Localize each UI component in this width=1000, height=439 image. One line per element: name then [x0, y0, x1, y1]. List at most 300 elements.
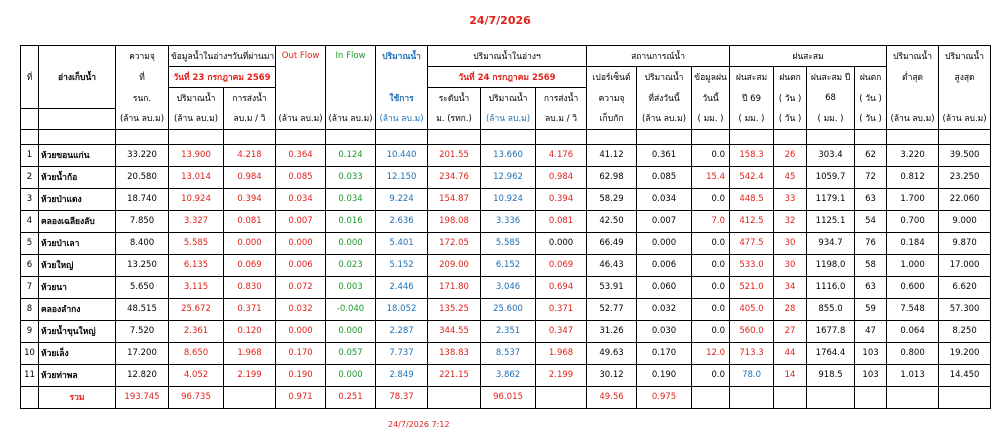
table-cell: 0.072	[276, 276, 326, 298]
table-cell: 10.924	[169, 188, 224, 210]
table-cell: 103	[855, 342, 887, 364]
table-cell: 14	[774, 364, 807, 386]
table-cell: 48.515	[116, 298, 169, 320]
report-date-top: 24/7/2026	[469, 14, 531, 27]
table-cell: 0.0	[692, 276, 730, 298]
table-cell: 1.013	[887, 364, 939, 386]
header-level-unit: ม. (รทก.)	[428, 108, 481, 129]
table-row	[21, 188, 991, 210]
header-prev-group: ข้อมูลน้ำในอ่างฯวันที่ผ่านมา	[169, 46, 276, 67]
table-cell: 7.520	[116, 320, 169, 342]
table-cell: 10.924	[481, 188, 536, 210]
table-cell: 1677.8	[807, 320, 855, 342]
table-cell: 1764.4	[807, 342, 855, 364]
header-inflow: In Flow	[326, 46, 376, 67]
table-row	[21, 254, 991, 276]
total-usable: 78.37	[376, 386, 428, 408]
table-cell: 0.0	[692, 298, 730, 320]
table-cell: 0.069	[536, 254, 587, 276]
table-cell: 3.046	[481, 276, 536, 298]
table-cell: 0.830	[224, 276, 276, 298]
table-cell: 8.537	[481, 342, 536, 364]
table-cell: 0.085	[276, 166, 326, 188]
table-cell: 30	[774, 232, 807, 254]
table-cell: 0.394	[224, 188, 276, 210]
table-cell: 76	[855, 232, 887, 254]
table-cell: 0.170	[276, 342, 326, 364]
header-current-group: ปริมาณน้ำในอ่างฯ	[428, 46, 587, 67]
table-cell: 0.007	[637, 210, 692, 232]
table-cell: 9.870	[939, 232, 991, 254]
table-cell: 0.000	[637, 232, 692, 254]
table-cell: 4.218	[224, 144, 276, 166]
header-min-2: ต่ำสุด	[887, 67, 939, 88]
table-cell: 12.820	[116, 364, 169, 386]
table-cell: 1.968	[536, 342, 587, 364]
table-cell: คลองเฉลียงลับ	[39, 210, 116, 232]
header-capacity-1: ความจุ	[116, 46, 169, 67]
table-cell: 0.000	[224, 232, 276, 254]
table-row	[21, 166, 991, 188]
table-cell: 59	[855, 298, 887, 320]
table-cell: 20.580	[116, 166, 169, 188]
header-rain68-1: ฝนสะสม ปี	[807, 67, 855, 88]
total-row	[21, 386, 991, 408]
header-rain-today-2: วันนี้	[692, 88, 730, 109]
table-cell: 0.812	[887, 166, 939, 188]
table-cell: 2.446	[376, 276, 428, 298]
table-cell: 6.135	[169, 254, 224, 276]
header-raindays68-unit: ( วัน )	[855, 108, 887, 129]
header-capacity-2: ที่	[116, 67, 169, 88]
table-cell: 3	[21, 188, 39, 210]
table-cell: 9	[21, 320, 39, 342]
table-cell: ห้วยเล็ง	[39, 342, 116, 364]
table-cell: 22.060	[939, 188, 991, 210]
header-prev-volume-1: ปริมาณน้ำ	[169, 88, 224, 109]
table-cell: 47	[855, 320, 887, 342]
table-cell: 0.081	[536, 210, 587, 232]
header-raindays68-2: ( วัน )	[855, 88, 887, 109]
table-cell: 0.006	[276, 254, 326, 276]
table-cell: 4.052	[169, 364, 224, 386]
table-cell: 0.000	[536, 232, 587, 254]
header-outflow-unit: (ล้าน ลบ.ม)	[276, 108, 326, 129]
total-outflow: 0.971	[276, 386, 326, 408]
table-cell: 0.170	[637, 342, 692, 364]
table-cell: 477.5	[730, 232, 774, 254]
header-status-group: สถานการณ์น้ำ	[587, 46, 730, 67]
header-cur-volume-unit: (ล้าน ลบ.ม)	[481, 108, 536, 129]
table-cell: 44	[774, 342, 807, 364]
table-cell: 0.0	[692, 320, 730, 342]
header-cur-volume-1: ปริมาณน้ำ	[481, 88, 536, 109]
table-cell: 344.55	[428, 320, 481, 342]
table-cell: 5.650	[116, 276, 169, 298]
table-cell: 8.400	[116, 232, 169, 254]
table-cell: 28	[774, 298, 807, 320]
header-prev-release-unit: ลบ.ม / วิ	[224, 108, 276, 129]
table-cell: 42.50	[587, 210, 637, 232]
table-cell: 0.0	[692, 254, 730, 276]
table-cell: 5	[21, 232, 39, 254]
table-cell: 12.962	[481, 166, 536, 188]
table-cell: 171.80	[428, 276, 481, 298]
table-row	[21, 364, 991, 386]
table-cell: 0.069	[224, 254, 276, 276]
table-cell: 8.650	[169, 342, 224, 364]
table-cell: 45	[774, 166, 807, 188]
table-cell: 26	[774, 144, 807, 166]
spacer-row	[21, 129, 991, 144]
table-cell: 0.034	[326, 188, 376, 210]
table-cell: 0.190	[637, 364, 692, 386]
table-cell: ห้วยท่าพล	[39, 364, 116, 386]
header-cur-release-unit: ลบ.ม / วิ	[536, 108, 587, 129]
header-rain68-2: 68	[807, 88, 855, 109]
table-cell: 1179.1	[807, 188, 855, 210]
table-cell: 33	[774, 188, 807, 210]
table-cell: 412.5	[730, 210, 774, 232]
total-percent: 49.56	[587, 386, 637, 408]
table-cell: 33.220	[116, 144, 169, 166]
table-cell: ห้วยนา	[39, 276, 116, 298]
table-cell: 25.672	[169, 298, 224, 320]
table-cell: 10	[21, 342, 39, 364]
table-cell: 5.401	[376, 232, 428, 254]
header-rain68-unit: ( มม. )	[807, 108, 855, 129]
table-cell: 0.003	[326, 276, 376, 298]
table-cell: 138.83	[428, 342, 481, 364]
table-cell: 7.850	[116, 210, 169, 232]
header-rain69-1: ฝนสะสม	[730, 67, 774, 88]
table-cell: 855.0	[807, 298, 855, 320]
table-cell: 0.694	[536, 276, 587, 298]
table-cell: 39.500	[939, 144, 991, 166]
table-cell: 2.849	[376, 364, 428, 386]
table-cell: 62.98	[587, 166, 637, 188]
table-cell: 6.152	[481, 254, 536, 276]
table-cell: 9.000	[939, 210, 991, 232]
table-cell: 172.05	[428, 232, 481, 254]
table-cell: 12.0	[692, 342, 730, 364]
table-cell: 32	[774, 210, 807, 232]
header-capacity-unit: (ล้าน ลบ.ม)	[116, 108, 169, 129]
table-cell: 31.26	[587, 320, 637, 342]
table-cell: 14.450	[939, 364, 991, 386]
table-cell: 13.900	[169, 144, 224, 166]
header-level-1: ระดับน้ำ	[428, 88, 481, 109]
table-cell: 0.064	[887, 320, 939, 342]
table-cell: 0.032	[637, 298, 692, 320]
header-outflow: Out Flow	[276, 46, 326, 67]
header-capacity-3: รนก.	[116, 88, 169, 109]
table-cell: 8.250	[939, 320, 991, 342]
table-cell: 0.361	[637, 144, 692, 166]
table-cell: 0.371	[536, 298, 587, 320]
table-cell: 713.3	[730, 342, 774, 364]
table-cell: 7	[21, 276, 39, 298]
header-delivered-unit: (ล้าน ลบ.ม)	[637, 108, 692, 129]
table-cell: 0.085	[637, 166, 692, 188]
table-cell: 0.0	[692, 144, 730, 166]
table-cell: 11	[21, 364, 39, 386]
table-cell: 0.184	[887, 232, 939, 254]
table-cell: 198.08	[428, 210, 481, 232]
table-cell: 58	[855, 254, 887, 276]
total-delivered: 0.975	[637, 386, 692, 408]
table-cell: 10.440	[376, 144, 428, 166]
header-usable-2: ใช้การ	[376, 88, 428, 109]
table-cell: 5.152	[376, 254, 428, 276]
header-percent-1: เปอร์เซ็นต์	[587, 67, 637, 88]
table-cell: 542.4	[730, 166, 774, 188]
table-cell: 46.43	[587, 254, 637, 276]
table-cell: ห้วยน้ำขุนใหญ่	[39, 320, 116, 342]
table-cell: 3.115	[169, 276, 224, 298]
table-cell: 0.000	[326, 232, 376, 254]
table-cell: 0.0	[692, 364, 730, 386]
table-cell: 63	[855, 188, 887, 210]
header-usable-1: ปริมาณน้ำ	[376, 46, 428, 67]
table-cell: 405.0	[730, 298, 774, 320]
table-cell: 0.033	[326, 166, 376, 188]
table-cell: 135.25	[428, 298, 481, 320]
table-cell: 1.000	[887, 254, 939, 276]
table-cell: 3.327	[169, 210, 224, 232]
table-cell: 0.000	[326, 320, 376, 342]
table-cell: 0.984	[536, 166, 587, 188]
table-cell: 62	[855, 144, 887, 166]
table-cell: 158.3	[730, 144, 774, 166]
table-cell: 1116.0	[807, 276, 855, 298]
header-delivered-1: ปริมาณน้ำ	[637, 67, 692, 88]
table-cell: 30.12	[587, 364, 637, 386]
header-delivered-2: ที่ส่งวันนี้	[637, 88, 692, 109]
table-cell: 52.77	[587, 298, 637, 320]
table-row	[21, 320, 991, 342]
total-capacity: 193.745	[116, 386, 169, 408]
header-rain-today-unit: ( มม. )	[692, 108, 730, 129]
table-cell: 0.984	[224, 166, 276, 188]
table-row	[21, 144, 991, 166]
table-cell: 0.057	[326, 342, 376, 364]
table-row	[21, 298, 991, 320]
table-cell: 41.12	[587, 144, 637, 166]
total-inflow: 0.251	[326, 386, 376, 408]
table-cell: ห้วยป่าแดง	[39, 188, 116, 210]
table-row	[21, 232, 991, 254]
header-max-2: สูงสุด	[939, 67, 991, 88]
table-cell: 221.15	[428, 364, 481, 386]
table-cell: 2.636	[376, 210, 428, 232]
table-cell: 0.007	[276, 210, 326, 232]
table-cell: 1198.0	[807, 254, 855, 276]
table-cell: 57.300	[939, 298, 991, 320]
table-cell: 27	[774, 320, 807, 342]
total-label: รวม	[39, 386, 116, 408]
table-cell: 15.4	[692, 166, 730, 188]
table-cell: 1059.7	[807, 166, 855, 188]
table-cell: 9.224	[376, 188, 428, 210]
table-cell: 0.124	[326, 144, 376, 166]
header-min-1: ปริมาณน้ำ	[887, 46, 939, 67]
reservoir-table	[20, 45, 991, 409]
table-cell: 0.0	[692, 232, 730, 254]
table-cell: 0.081	[224, 210, 276, 232]
table-cell: 0.800	[887, 342, 939, 364]
table-cell: 2	[21, 166, 39, 188]
table-cell: 34	[774, 276, 807, 298]
table-cell: 5.585	[169, 232, 224, 254]
table-cell: 53.91	[587, 276, 637, 298]
table-cell: 63	[855, 276, 887, 298]
table-cell: 533.0	[730, 254, 774, 276]
table-cell: คลองลำกง	[39, 298, 116, 320]
table-cell: 0.034	[276, 188, 326, 210]
table-cell: 3.220	[887, 144, 939, 166]
table-cell: 18.740	[116, 188, 169, 210]
table-row	[21, 210, 991, 232]
table-cell: 0.600	[887, 276, 939, 298]
header-max-1: ปริมาณน้ำ	[939, 46, 991, 67]
table-cell: 0.0	[692, 188, 730, 210]
table-cell: 0.034	[637, 188, 692, 210]
table-cell: 521.0	[730, 276, 774, 298]
table-cell: ห้วยป่าเลา	[39, 232, 116, 254]
header-max-unit: (ล้าน ลบ.ม)	[939, 108, 991, 129]
table-cell: 0.006	[637, 254, 692, 276]
table-cell: 13.660	[481, 144, 536, 166]
header-rain-group: ฝนสะสม	[730, 46, 887, 67]
header-percent-2: ความจุ	[587, 88, 637, 109]
total-current-volume: 96.015	[481, 386, 536, 408]
header-current-date: วันที่ 24 กรกฎาคม 2569	[428, 67, 587, 88]
header-rain69-unit: ( มม. )	[730, 108, 774, 129]
table-cell: 0.023	[326, 254, 376, 276]
table-cell: 209.00	[428, 254, 481, 276]
table-cell: 0.000	[326, 364, 376, 386]
table-cell: 17.200	[116, 342, 169, 364]
table-cell: ห้วยขอนแก่น	[39, 144, 116, 166]
table-cell: 234.76	[428, 166, 481, 188]
header-raindays69-1: ฝนตก	[774, 67, 807, 88]
table-cell: 2.287	[376, 320, 428, 342]
table-cell: 0.371	[224, 298, 276, 320]
header-prev-release-1: การส่งน้ำ	[224, 88, 276, 109]
table-cell: 78.0	[730, 364, 774, 386]
table-cell: 201.55	[428, 144, 481, 166]
header-prev-date: วันที่ 23 กรกฎาคม 2569	[169, 67, 276, 88]
table-cell: 2.361	[169, 320, 224, 342]
table-cell: 0.190	[276, 364, 326, 386]
table-cell: 0.030	[637, 320, 692, 342]
table-cell: 1.968	[224, 342, 276, 364]
header-min-unit: (ล้าน ลบ.ม)	[887, 108, 939, 129]
header-inflow-unit: (ล้าน ลบ.ม)	[326, 108, 376, 129]
table-cell: 934.7	[807, 232, 855, 254]
table-cell: 0.394	[536, 188, 587, 210]
table-cell: 58.29	[587, 188, 637, 210]
table-cell: 918.5	[807, 364, 855, 386]
table-cell: 17.000	[939, 254, 991, 276]
table-cell: 7.548	[887, 298, 939, 320]
table-cell: 12.150	[376, 166, 428, 188]
table-cell: 3.862	[481, 364, 536, 386]
table-cell: 560.0	[730, 320, 774, 342]
header-usable-unit: (ล้าน ลบ.ม)	[376, 108, 428, 129]
header-raindays69-2: ( วัน )	[774, 88, 807, 109]
table-cell: 5.585	[481, 232, 536, 254]
report-datetime-bottom: 24/7/2026 7:12	[388, 420, 450, 429]
header-raindays69-unit: ( วัน )	[774, 108, 807, 129]
header-rain69-2: ปี 69	[730, 88, 774, 109]
table-cell: 49.63	[587, 342, 637, 364]
table-cell: 4.176	[536, 144, 587, 166]
table-cell: ห้วยใหญ่	[39, 254, 116, 276]
table-cell: 0.060	[637, 276, 692, 298]
table-cell: ห้วยน้ำก้อ	[39, 166, 116, 188]
table-cell: 7.737	[376, 342, 428, 364]
table-cell: 448.5	[730, 188, 774, 210]
table-cell: 13.250	[116, 254, 169, 276]
table-cell: 19.200	[939, 342, 991, 364]
table-cell: 2.199	[224, 364, 276, 386]
header-cur-release-1: การส่งน้ำ	[536, 88, 587, 109]
header-reservoir: อ่างเก็บน้ำ	[39, 46, 116, 109]
table-cell: 13.014	[169, 166, 224, 188]
header-percent-3: เก็บกัก	[587, 108, 637, 129]
table-cell: 8	[21, 298, 39, 320]
table-cell: 66.49	[587, 232, 637, 254]
table-cell: 4	[21, 210, 39, 232]
table-cell: -0.040	[326, 298, 376, 320]
header-rain-today-1: ข้อมูลฝน	[692, 67, 730, 88]
table-cell: 18.052	[376, 298, 428, 320]
table-row	[21, 276, 991, 298]
table-cell: 303.4	[807, 144, 855, 166]
table-cell: 0.364	[276, 144, 326, 166]
table-cell: 2.351	[481, 320, 536, 342]
table-cell: 0.016	[326, 210, 376, 232]
table-cell: 2.199	[536, 364, 587, 386]
table-cell: 1.700	[887, 188, 939, 210]
table-cell: 0.347	[536, 320, 587, 342]
table-cell: 154.87	[428, 188, 481, 210]
header-no: ที่	[21, 46, 39, 109]
table-cell: 0.000	[276, 320, 326, 342]
header-raindays68-1: ฝนตก	[855, 67, 887, 88]
table-cell: 103	[855, 364, 887, 386]
table-cell: 72	[855, 166, 887, 188]
table-cell: 23.250	[939, 166, 991, 188]
table-cell: 1	[21, 144, 39, 166]
table-cell: 30	[774, 254, 807, 276]
total-prev-volume: 96.735	[169, 386, 224, 408]
table-cell: 7.0	[692, 210, 730, 232]
table-cell: 0.120	[224, 320, 276, 342]
table-cell: 0.032	[276, 298, 326, 320]
header-prev-volume-unit: (ล้าน ลบ.ม)	[169, 108, 224, 129]
table-cell: 1125.1	[807, 210, 855, 232]
table-row	[21, 342, 991, 364]
table-cell: 25.600	[481, 298, 536, 320]
table-cell: 6	[21, 254, 39, 276]
table-cell: 54	[855, 210, 887, 232]
table-cell: 6.620	[939, 276, 991, 298]
table-cell: 0.700	[887, 210, 939, 232]
table-cell: 0.000	[276, 232, 326, 254]
